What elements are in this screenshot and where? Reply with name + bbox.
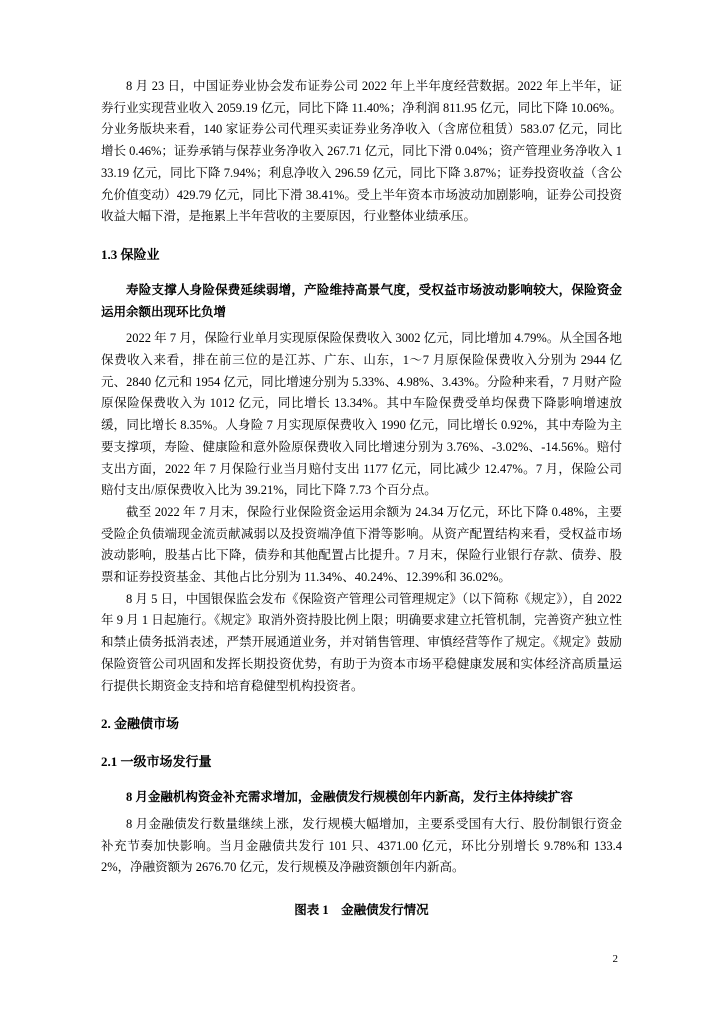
paragraph-securities-data: 8 月 23 日，中国证券业协会发布证券公司 2022 年上半年度经营数据。2022 年上半年，证券行业实现营业收入 2059.19 亿元，同比下降 11.40%；净利润 811.95 亿元，同比下降 10.06%。分业务版块来看，140 家证券公司代理买卖证券业务净收入（含席位租赁）583.07 亿元，同比增长 0.46%；证券承销与保荐业务净收入 267.71 亿元，同比下滑 0.04%；资产管理业务净收入 133.19 亿元，同比下降 7.94%；利息净收入 296.59 亿元，同比下降 3.87%；证券投资收益（含公允价值变动）429.79 亿元，同比下滑 38.41%。受上半年资本市场波动加剧影响，证券公司投资收益大幅下滑，是拖累上半年营收的主要原因，行业整体业绩承压。 <box>101 79 622 224</box>
paragraph-insurance-regulation: 8 月 5 日，中国银保监会发布《保险资产管理公司管理规定》（以下简称《规定》），自 2022 年 9 月 1 日起施行。《规定》取消外资持股比例上限；明确要求建立托管机制，完善资产独立性和禁止债务抵消表述，严禁开展通道业务，并对销售管理、审慎经营等作了规定。《规定》鼓励保险资管公司巩固和发挥长期投资优势，有助于为资本市场平稳健康发展和实体经济高质量运行提供长期资金支持和培育稳健型机构投资者。 <box>101 591 622 693</box>
figure-1-caption: 图表 1 金融债发行情况 <box>294 903 429 918</box>
document-content <box>101 76 622 921</box>
paragraph-bond-lead: 8 月金融机构资金补充需求增加，金融债发行规模创年内新高，发行主体持续扩容 <box>126 790 573 805</box>
page-number: 2 <box>612 953 618 965</box>
paragraph-bond-issuance: 8 月金融债发行数量继续上涨，发行规模大幅增加，主要系受国有大行、股份制银行资金补充节奏加快影响。当月金融债共发行 101 只、4371.00 亿元，环比分别增长 9.78%和 133.42%，净融资额为 2676.70 亿元，发行规模及净融资额创年内新高。 <box>101 816 622 875</box>
paragraph-insurance-premium: 2022 年 7 月，保险行业单月实现原保险保费收入 3002 亿元，同比增加 4.79%。从全国各地保费收入来看，排在前三位的是江苏、广东、山东，1～7 月原保险保费收入分别为 2944 亿元、2840 亿元和 1954 亿元，同比增速分别为 5.33%、4.98%、3.43%。分险种来看，7 月财产险原保险保费收入为 1012 亿元，同比增长 13.34%。其中车险保费受单均保费下降影响增速放缓，同比增长 8.35%。人身险 7 月实现原保费收入 1990 亿元，同比增长 0.92%，其中寿险为主要支撑项，寿险、健康险和意外险原保费收入同比增速分别为 3.76%、-3.02%、-14.56%。赔付支出方面，2022 年 7 月保险行业当月赔付支出 1177 亿元，同比减少 12.47%。7 月，保险公司赔付支出/原保费收入比为 39.21%，同比下降 7.73 个百分点。 <box>101 331 622 498</box>
heading-primary-market-section: 2.1 一级市场发行量 <box>101 754 212 770</box>
paragraph-insurance-lead: 寿险支撑人身险保费延续弱增，产险维持高景气度，受权益市场波动影响较大，保险资金运用余额出现环比负增 <box>101 282 622 319</box>
paragraph-insurance-funds: 截至 2022 年 7 月末，保险行业保险资金运用余额为 24.34 万亿元，环比下降 0.48%，主要受险企负债端现金流贡献减弱以及投资端净值下滑等影响。从资产配置结构来看，受权益市场波动影响，股基占比下降，债券和其他配置占比提升。7 月末，保险行业银行存款、债券、股票和证券投资基金、其他占比分别为 11.34%、40.24%、12.39%和 36.02%。 <box>101 504 622 585</box>
heading-insurance-section: 1.3 保险业 <box>101 246 160 262</box>
heading-bond-market-section: 2. 金融债市场 <box>101 716 180 732</box>
